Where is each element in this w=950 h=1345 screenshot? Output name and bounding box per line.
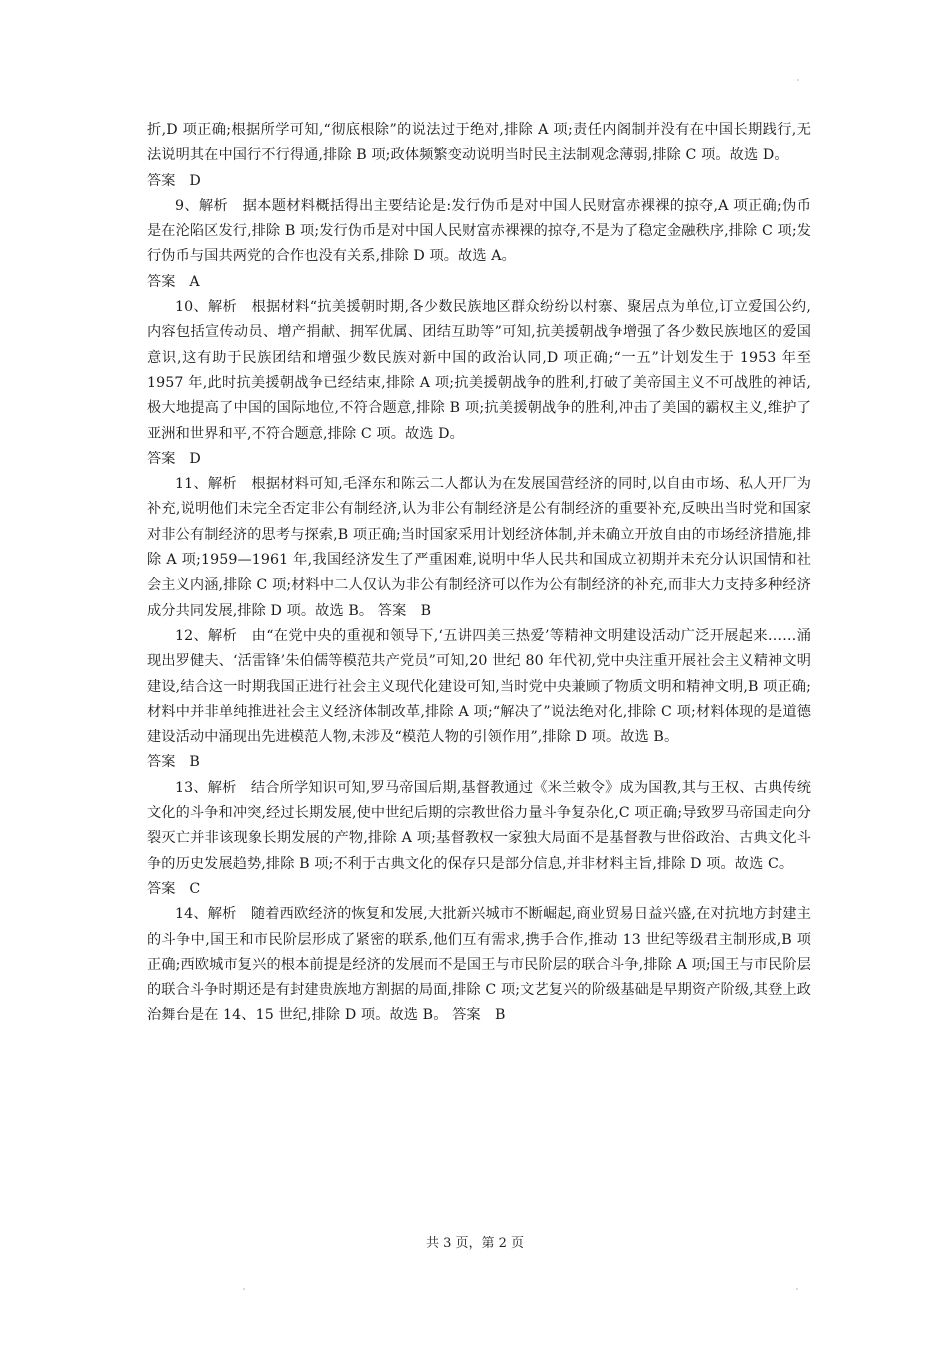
scan-speck <box>796 1288 798 1290</box>
paragraph-q10: 10、解析 根据材料“抗美援朝时期,各少数民族地区群众纷纷以村寨、聚居点为单位,订立爱国公约,内容包括宣传动员、增产捐献、拥军优属、团结互助等”可知,抗美援朝战争增强了各少数民族地区的爱国意识,这有助于民族团结和增强少数民族对新中国的政治认同,D 项正确;“一五”计划发生于 1953 年至 1957 年,此时抗美援朝战争已经结束,排除 A 项;抗美援朝战争的胜利,打破了美帝国主义不可战胜的神话,极大地提高了中国的国际地位,不符合题意,排除 B 项;抗美援朝战争的胜利,冲击了美国的霸权主义,维护了亚洲和世界和平,不符合题意,排除 C 项。故选 D。 <box>147 299 811 442</box>
answer-line-q9 <box>147 270 811 295</box>
page-footer: 共 3 页，第 2 页 <box>425 1236 525 1251</box>
scan-speck <box>797 79 799 81</box>
answer-label: 答案 <box>147 172 176 189</box>
paragraph-q9: 9、解析 据本题材料概括得出主要结论是:发行伪币是对中国人民财富赤裸裸的掠夺,A 项正确;伪币是在沦陷区发行,排除 B 项;发行伪币是对中国人民财富赤裸裸的掠夺,不是为了稳定金融秩序,排除 C 项;发行伪币与国共两党的合作也没有关系,排除 D 项。故选 A。 <box>147 197 811 265</box>
paragraph-q11: 11、解析 根据材料可知,毛泽东和陈云二人都认为在发展国营经济的同时,以自由市场、私人开厂为补充,说明他们未完全否定非公有制经济,认为非公有制经济是公有制经济的重要补充,反映出当时党和国家对非公有制经济的思考与探索,B 项正确;当时国家采用计划经济体制,并未确立开放自由的市场经济措施,排除 A 项;1959—1961 年,我国经济发生了严重困难,说明中华人民共和国成立初期并未充分认识国情和社会主义内涵,排除 C 项;材料中二人仅认为非公有制经济可以作为公有制经济的补充,而非大力支持多种经济成分共同发展,排除 D 项。故选 B。 答案 B <box>147 476 811 619</box>
paragraph-q8-continuation: 折,D 项正确;根据所学可知,“彻底根除”的说法过于绝对,排除 A 项;责任内阁制并没有在中国长期践行,无法说明其在中国行不行得通,排除 B 项;政体频繁变动说明当时民主法制观念薄弱,排除 C 项。故选 D。 <box>147 122 811 164</box>
answer-line-q13 <box>147 877 811 902</box>
answer-value: D <box>189 172 201 189</box>
answer-line-q10 <box>147 447 811 472</box>
answer-label: 答案 <box>147 880 176 897</box>
answer-line-q8 <box>147 169 811 194</box>
paragraph-q12: 12、解析 由“在党中央的重视和领导下,‘五讲四美三热爱’等精神文明建设活动广泛开展起来……涌现出罗健夫、‘活雷锋’朱伯儒等模范共产党员”可知,20 世纪 80 年代初,党中央注重开展社会主义精神文明建设,结合这一时期我国正进行社会主义现代化建设可知,当时党中央兼顾了物质文明和精神文明,B 项正确;材料中并非单纯推进社会主义经济体制改革,排除 A 项;“解决了”说法绝对化,排除 C 项;材料体现的是道德建设活动中涌现出先进模范人物,未涉及“模范人物的引领作用”,排除 D 项。故选 B。 <box>147 627 811 746</box>
answer-value: A <box>189 273 200 290</box>
answer-label: 答案 <box>147 450 176 467</box>
answer-line-q12 <box>147 750 811 775</box>
paragraph-q14: 14、解析 随着西欧经济的恢复和发展,大批新兴城市不断崛起,商业贸易日益兴盛,在对抗地方封建主的斗争中,国王和市民阶层形成了紧密的联系,他们互有需求,携手合作,推动 13 世纪等级君主制形成,B 项正确;西欧城市复兴的根本前提是经济的发展而不是国王与市民阶层的联合斗争,排除 A 项;国王与市民阶层的联合斗争时期还是有封建贵族地方割据的局面,排除 C 项;文艺复兴的阶级基础是早期资产阶级,其登上政治舞台是在 14、15 世纪,排除 D 项。故选 B。 答案 B <box>147 906 811 1024</box>
answer-value: D <box>189 450 201 467</box>
scan-speck <box>243 1288 245 1290</box>
answer-value: C <box>189 880 201 897</box>
paragraph-q13: 13、解析 结合所学知识可知,罗马帝国后期,基督教通过《米兰敕令》成为国教,其与王权、古典传统文化的斗争和冲突,经过长期发展,使中世纪后期的宗教世俗力量斗争复杂化,C 项正确;导致罗马帝国走向分裂灭亡并非该现象长期发展的产物,排除 A 项;基督教权一家独大局面不是基督教与世俗政治、古典文化斗争的历史发展趋势,排除 B 项;不利于古典文化的保存只是部分信息,并非材料主旨,排除 D 项。故选 C。 <box>147 779 811 872</box>
answer-label: 答案 <box>147 754 176 771</box>
answer-content <box>147 118 811 1029</box>
answer-value: B <box>189 754 200 771</box>
answer-label: 答案 <box>147 273 176 290</box>
